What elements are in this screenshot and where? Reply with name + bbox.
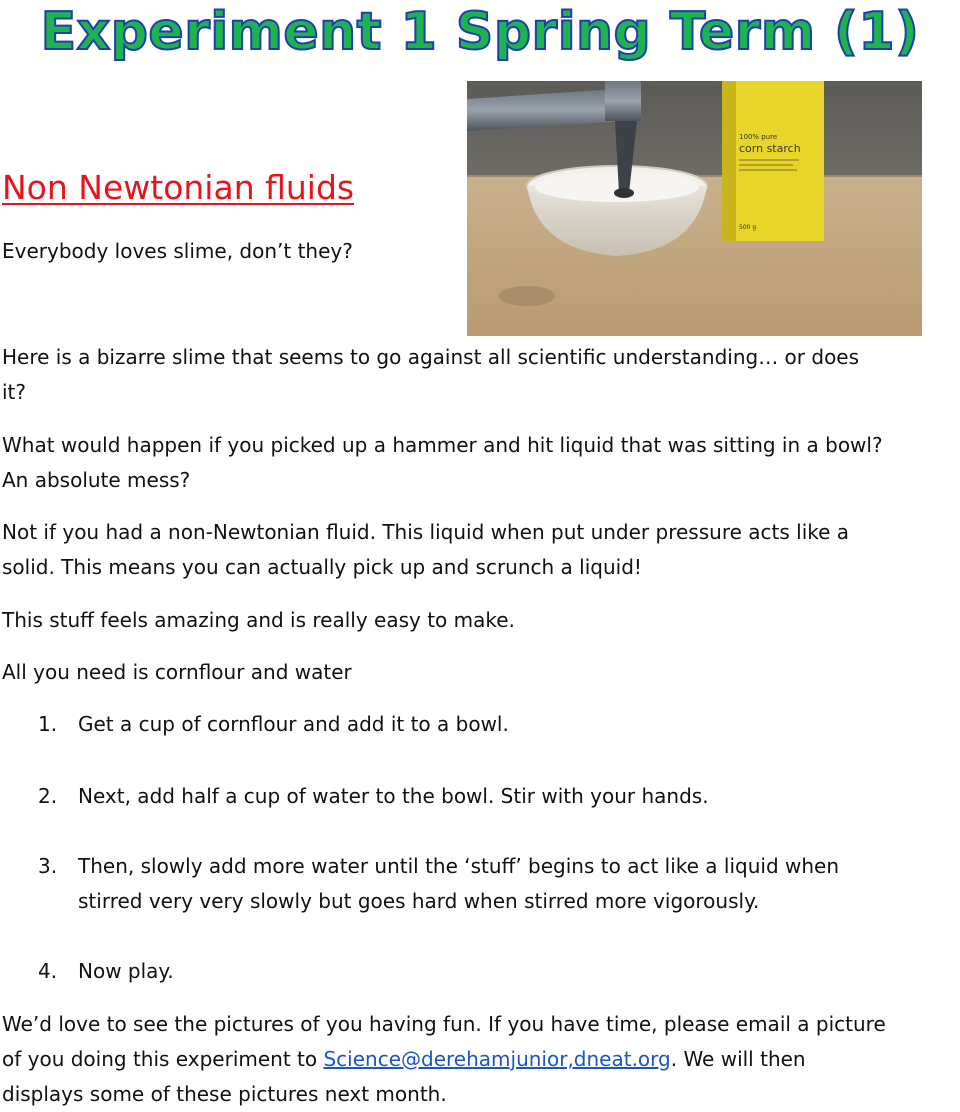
list-number: 3. [38, 854, 58, 878]
paragraph-2-line-1: What would happen if you picked up a hammer and hit liquid that was sitting in a bowl? [2, 433, 883, 457]
box-label-1: 100% pure [739, 133, 778, 141]
list-text: Now play. [78, 959, 174, 983]
closing-line-2-post: . We will then [670, 1047, 806, 1071]
email-link[interactable]: Science@derehamjunior,dneat.org [323, 1047, 671, 1071]
list-text: Then, slowly add more water until the ‘stuff’ begins to act like a liquid when [78, 854, 840, 878]
hammer-bowl-photo [467, 81, 922, 336]
closing-line-2-pre: of you doing this experiment to [2, 1047, 324, 1071]
list-text: Get a cup of cornflour and add it to a bowl. [78, 712, 509, 736]
list-text: stirred very very slowly but goes hard when stirred more vigorously. [78, 889, 760, 913]
intro-text: Everybody loves slime, don’t they? [2, 239, 353, 263]
paragraph-3-line-1: Not if you had a non-Newtonian fluid. This liquid when put under pressure acts like a [2, 520, 850, 544]
paragraph-2-line-2: An absolute mess? [2, 468, 191, 492]
paragraph-1-line-2: it? [2, 380, 27, 404]
box-weight: 500 g [739, 224, 757, 231]
paragraph-3-line-2: solid. This means you can actually pick up and scrunch a liquid! [2, 555, 642, 579]
page-title: Experiment 1 Spring Term (1) [40, 2, 920, 62]
list-number: 1. [38, 712, 58, 736]
closing-line-1: We’d love to see the pictures of you having fun. If you have time, please email a picture [2, 1012, 886, 1036]
list-number: 4. [38, 959, 58, 983]
paragraph-5: All you need is cornflour and water [2, 660, 352, 684]
closing-line-3: displays some of these pictures next month. [2, 1082, 447, 1106]
section-heading: Non Newtonian fluids [2, 168, 355, 207]
closing-line-2 [2, 1042, 806, 1077]
list-text: Next, add half a cup of water to the bowl. Stir with your hands. [78, 784, 709, 808]
list-number: 2. [38, 784, 58, 808]
paragraph-4: This stuff feels amazing and is really easy to make. [2, 608, 515, 632]
paragraph-1-line-1: Here is a bizarre slime that seems to go against all scientific understanding… or does [2, 345, 860, 369]
box-label-2: corn starch [739, 142, 801, 155]
